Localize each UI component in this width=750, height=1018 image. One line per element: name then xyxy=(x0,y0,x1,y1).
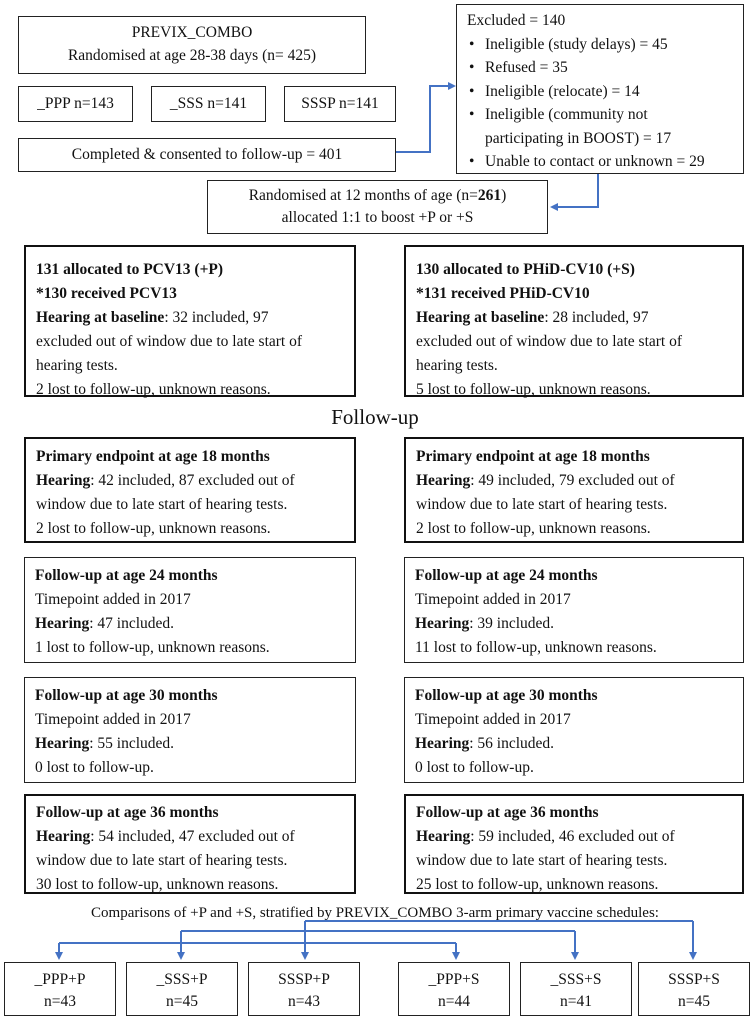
timepoint-note: Timepoint added in 2017 xyxy=(35,591,191,608)
group-n: n=45 xyxy=(678,993,710,1010)
lost-to-follow-up: 2 lost to follow-up, unknown reasons. xyxy=(36,520,271,537)
timepoint-note: Timepoint added in 2017 xyxy=(415,591,571,608)
timepoint-note: Timepoint added in 2017 xyxy=(415,711,571,728)
timepoint-title: Follow-up at age 30 months xyxy=(415,687,598,704)
timepoint-title: Follow-up at age 24 months xyxy=(35,567,218,584)
group-box-ppp-s xyxy=(398,962,510,1016)
group-n: n=41 xyxy=(560,993,592,1010)
hearing-result: Hearing: 39 included. xyxy=(415,615,555,632)
followup-24m-box-p xyxy=(24,557,356,663)
arm-label: _PPP n=143 xyxy=(37,95,114,112)
hearing-result: Hearing: 54 included, 47 excluded out of xyxy=(36,828,295,845)
excluded-item: • Ineligible (community not participating in BOOST) = 17 xyxy=(467,103,733,150)
excluded-item: • Ineligible (relocate) = 14 xyxy=(467,80,733,104)
hearing-result: Hearing: 59 included, 46 excluded out of xyxy=(416,828,675,845)
excluded-item: • Ineligible (study delays) = 45 xyxy=(467,33,733,57)
followup-30m-box-p xyxy=(24,677,356,783)
lost-to-follow-up: 2 lost to follow-up, unknown reasons. xyxy=(416,520,651,537)
arm-label: SSSP n=141 xyxy=(301,95,379,112)
hearing-result-cont: window due to late start of hearing tests. xyxy=(36,496,288,513)
arm-box-sssp xyxy=(284,86,396,122)
follow-up-heading: Follow-up xyxy=(331,405,419,429)
bullet-icon: • xyxy=(469,153,475,170)
group-n: n=45 xyxy=(166,993,198,1010)
bullet-icon: • xyxy=(469,106,475,123)
randomised-12m-box xyxy=(207,180,548,234)
allocation-received: *131 received PHiD-CV10 xyxy=(416,285,590,302)
followup-36m-box-p xyxy=(24,794,356,894)
completed-text: Completed & consented to follow-up = 401 xyxy=(71,146,343,163)
excluded-item: • Unable to contact or unknown = 29 xyxy=(467,150,733,174)
group-name: SSSP+P xyxy=(278,971,330,988)
hearing-result: Hearing: 55 included. xyxy=(35,735,175,752)
followup-30m-box-s xyxy=(404,677,744,783)
arrow-to-excluded xyxy=(396,86,454,152)
excluded-item: • Refused = 35 xyxy=(467,56,733,80)
arrow-to-randomised-12m xyxy=(552,174,598,207)
randomised-12m-line1: Randomised at 12 months of age (n=261) xyxy=(248,187,507,204)
timepoint-title: Primary endpoint at age 18 months xyxy=(36,448,270,465)
allocation-received: *130 received PCV13 xyxy=(36,285,177,302)
excluded-list xyxy=(467,33,733,174)
arm-box-ppp xyxy=(18,86,133,122)
timepoint-title: Follow-up at age 36 months xyxy=(416,804,599,821)
primary-endpoint-box-p xyxy=(24,437,356,543)
timepoint-note: Timepoint added in 2017 xyxy=(35,711,191,728)
completed-box xyxy=(18,138,396,172)
group-box-sssp-s xyxy=(638,962,750,1016)
study-title: PREVIX_COMBO xyxy=(131,24,253,41)
primary-endpoint-box-s xyxy=(404,437,744,543)
bullet-icon: • xyxy=(469,82,475,100)
group-name: _SSS+S xyxy=(550,971,602,988)
group-box-sssp-p xyxy=(248,962,360,1016)
timepoint-title: Follow-up at age 30 months xyxy=(35,687,218,704)
hearing-baseline-cont: hearing tests. xyxy=(36,357,118,374)
allocation-title: 130 allocated to PHiD-CV10 (+S) xyxy=(416,261,635,278)
excluded-box xyxy=(456,4,744,174)
lost-to-follow-up: 0 lost to follow-up. xyxy=(35,759,154,776)
timepoint-title: Follow-up at age 36 months xyxy=(36,804,219,821)
hearing-baseline: Hearing at baseline: 32 included, 97 xyxy=(36,309,269,326)
followup-36m-box-s xyxy=(404,794,744,894)
hearing-result-cont: window due to late start of hearing tests. xyxy=(36,852,288,869)
followup-24m-box-s xyxy=(404,557,744,663)
lost-to-follow-up: 5 lost to follow-up, unknown reasons. xyxy=(416,381,651,398)
bullet-icon: • xyxy=(469,35,475,53)
previx-combo-box xyxy=(18,16,366,74)
arm-box-sss xyxy=(151,86,266,122)
group-box-ppp-p xyxy=(4,962,116,1016)
lost-to-follow-up: 30 lost to follow-up, unknown reasons. xyxy=(36,876,279,893)
hearing-result-cont: window due to late start of hearing tests. xyxy=(416,496,668,513)
group-name: SSSP+S xyxy=(668,971,720,988)
hearing-result: Hearing: 47 included. xyxy=(35,615,175,632)
hearing-result-cont: window due to late start of hearing tests. xyxy=(416,852,668,869)
study-randomised-text: Randomised at age 28-38 days (n= 425) xyxy=(67,47,317,64)
group-box-sss-s xyxy=(520,962,632,1016)
hearing-baseline: Hearing at baseline: 28 included, 97 xyxy=(416,309,649,326)
allocation-box-pcv13 xyxy=(24,245,356,397)
group-n: n=43 xyxy=(44,993,76,1010)
timepoint-title: Follow-up at age 24 months xyxy=(415,567,598,584)
group-n: n=44 xyxy=(438,993,470,1010)
lost-to-follow-up: 0 lost to follow-up. xyxy=(415,759,534,776)
allocation-title: 131 allocated to PCV13 (+P) xyxy=(36,261,224,278)
group-name: _PPP+S xyxy=(428,971,480,988)
hearing-baseline-cont: hearing tests. xyxy=(416,357,498,374)
randomised-12m-n: 261 xyxy=(477,187,502,204)
group-name: _PPP+P xyxy=(34,971,86,988)
bullet-icon: • xyxy=(469,59,475,76)
arm-label: _SSS n=141 xyxy=(169,95,248,112)
allocation-box-phid-cv10 xyxy=(404,245,744,397)
group-box-sss-p xyxy=(126,962,238,1016)
timepoint-title: Primary endpoint at age 18 months xyxy=(416,448,650,465)
excluded-item-continuation: participating in BOOST) = 17 xyxy=(485,129,672,147)
excluded-header: Excluded = 140 xyxy=(467,12,566,29)
randomised-12m-line2: allocated 1:1 to boost +P or +S xyxy=(281,209,474,226)
lost-to-follow-up: 1 lost to follow-up, unknown reasons. xyxy=(35,639,270,656)
lost-to-follow-up: 2 lost to follow-up, unknown reasons. xyxy=(36,381,271,398)
group-n: n=43 xyxy=(288,993,320,1010)
comparisons-caption: Comparisons of +P and +S, stratified by PREVIX_COMBO 3-arm primary vaccine schedules: xyxy=(91,905,659,921)
lost-to-follow-up: 11 lost to follow-up, unknown reasons. xyxy=(415,639,657,656)
hearing-result: Hearing: 49 included, 79 excluded out of xyxy=(416,472,675,489)
lost-to-follow-up: 25 lost to follow-up, unknown reasons. xyxy=(416,876,659,893)
hearing-result: Hearing: 42 included, 87 excluded out of xyxy=(36,472,295,489)
group-name: _SSS+P xyxy=(156,971,208,988)
hearing-baseline-cont: excluded out of window due to late start of xyxy=(36,333,303,350)
hearing-result: Hearing: 56 included. xyxy=(415,735,555,752)
hearing-baseline-cont: excluded out of window due to late start of xyxy=(416,333,683,350)
